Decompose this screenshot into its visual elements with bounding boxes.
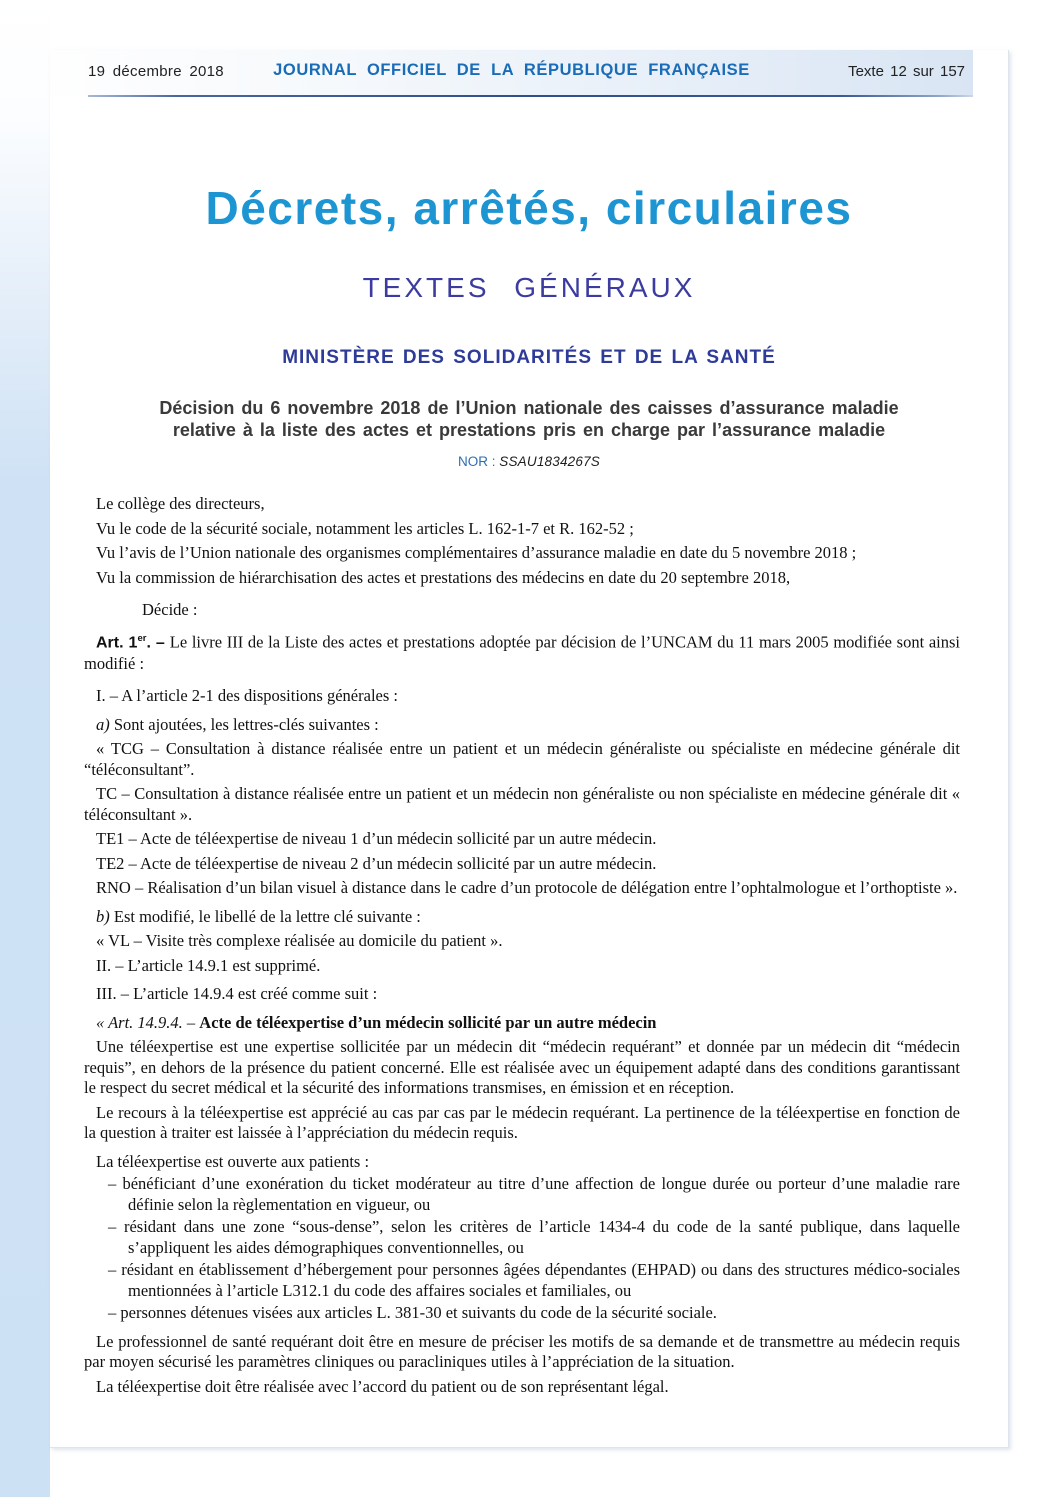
nor-label: NOR : <box>457 454 496 469</box>
body-text <box>84 490 960 1397</box>
nor-line <box>50 454 1008 469</box>
body-paragraph: – résidant dans une zone “sous-dense”, selon les critères de l’article 1434-4 du code de la santé publique, dans laquelle s’appliquent les aides démographiques conventionnelles, ou <box>108 1217 960 1257</box>
section-title: TEXTES GÉNÉRAUX <box>362 272 696 303</box>
body-paragraph: La téléexpertise doit être réalisée avec l’accord du patient ou de son représentant légal. <box>96 1376 669 1396</box>
left-gutter-gradient <box>0 0 50 1497</box>
header-rule <box>88 95 973 97</box>
body-paragraph: « TCG – Consultation à distance réalisée entre un patient et un médecin généraliste ou spécialiste en médecine générale dit “téléconsultant”. <box>84 739 960 779</box>
body-paragraph: – personnes détenues visées aux articles L. 381-30 et suivants du code de la sécurité sociale. <box>108 1303 717 1322</box>
body-paragraph: La téléexpertise est ouverte aux patients : <box>96 1151 370 1171</box>
body-paragraph: Le recours à la téléexpertise est apprécié au cas par cas par le médecin requérant. La pertinence de la téléexpertise en fonction de la question à traiter est laissée à l’appréciation du médecin requis. <box>84 1102 960 1142</box>
header-date: 19 décembre 2018 <box>88 63 224 80</box>
body-paragraph: « VL – Visite très complexe réalisée au domicile du patient ». <box>96 931 503 950</box>
decision-title-line2: relative à la liste des actes et prestations pris en charge par l’assurance maladie <box>172 420 886 440</box>
body-paragraph: Le collège des directeurs, <box>96 494 265 513</box>
header-text-reference: Texte 12 sur 157 <box>848 63 965 80</box>
body-paragraph: TC – Consultation à distance réalisée entre un patient et un médecin non généraliste ou non spécialiste en médecine générale dit « téléconsultant ». <box>84 784 960 824</box>
main-title: Décrets, arrêtés, circulaires <box>205 182 853 234</box>
body-paragraph: TE1 – Acte de téléexpertise de niveau 1 d’un médecin sollicité par un autre médecin. <box>96 829 657 848</box>
ministry-title: MINISTÈRE DES SOLIDARITÉS ET DE LA SANTÉ <box>282 347 776 368</box>
nor-value: SSAU1834267S <box>499 454 600 469</box>
body-paragraph: I. – A l’article 2-1 des dispositions générales : <box>96 686 398 705</box>
body-paragraph: Le professionnel de santé requérant doit être en mesure de préciser les motifs de sa demande et de transmettre au médecin requis par moyen sécurisé les paramètres cliniques ou paracliniques utiles à l’appréciation de la situation. <box>84 1331 960 1371</box>
body-paragraph: Art. 1er. – Le livre III de la Liste des actes et prestations adoptée par décision de l’UNCAM du 11 mars 2005 modifiée sont ainsi modifié : <box>84 632 961 673</box>
body-paragraph: Vu le code de la sécurité sociale, notamment les articles L. 162-1-7 et R. 162-52 ; <box>96 518 634 538</box>
decision-title <box>50 397 1008 441</box>
header-journal-title: JOURNAL OFFICIEL DE LA RÉPUBLIQUE FRANÇAISE <box>273 61 750 79</box>
document-page <box>50 50 1009 1448</box>
body-paragraph: Vu l’avis de l’Union nationale des organismes complémentaires d’assurance maladie en date du 5 novembre 2018 ; <box>96 543 857 562</box>
body-paragraph: Une téléexpertise est une expertise sollicitée par un médecin dit “médecin requérant” et donnée par un médecin dit “médecin requis”, en dehors de la présence du patient concerné. Elle est réalisée avec un équipement adapté dans des conditions garantissant le respect du secret médical et la sécurité des informations transmises, en émission et en réception. <box>84 1037 960 1097</box>
body-paragraph: b) Est modifié, le libellé de la lettre clé suivante : <box>96 906 421 926</box>
body-paragraph: – résidant en établissement d’hébergement pour personnes âgées dépendantes (EHPAD) ou dans des structures médico-sociales mentionnées à l’article L312.1 du code des affaires sociales et familiales, ou <box>108 1260 960 1300</box>
body-paragraph: a) Sont ajoutées, les lettres-clés suivantes : <box>96 714 379 734</box>
body-paragraph: TE2 – Acte de téléexpertise de niveau 2 d’un médecin sollicité par un autre médecin. <box>96 853 657 873</box>
body-paragraph: « Art. 14.9.4. – Acte de téléexpertise d’un médecin sollicité par un autre médecin <box>96 1012 657 1032</box>
body-paragraph: II. – L’article 14.9.1 est supprimé. <box>96 955 321 975</box>
body-paragraph: – bénéficiant d’une exonération du ticket modérateur au titre d’une affection de longue durée ou porteur d’une maladie rare définie selon la règlementation en vigueur, ou <box>108 1174 960 1214</box>
decision-title-line1: Décision du 6 novembre 2018 de l’Union nationale des caisses d’assurance maladie <box>159 398 899 418</box>
body-paragraph: III. – L’article 14.9.4 est créé comme suit : <box>96 984 378 1003</box>
body-paragraph: Vu la commission de hiérarchisation des actes et prestations des médecins en date du 20 septembre 2018, <box>96 567 791 587</box>
body-paragraph: Décide : <box>142 600 198 619</box>
body-paragraph: RNO – Réalisation d’un bilan visuel à distance dans le cadre d’un protocole de délégation entre l’ophtalmologue et l’orthoptiste ». <box>96 878 958 897</box>
